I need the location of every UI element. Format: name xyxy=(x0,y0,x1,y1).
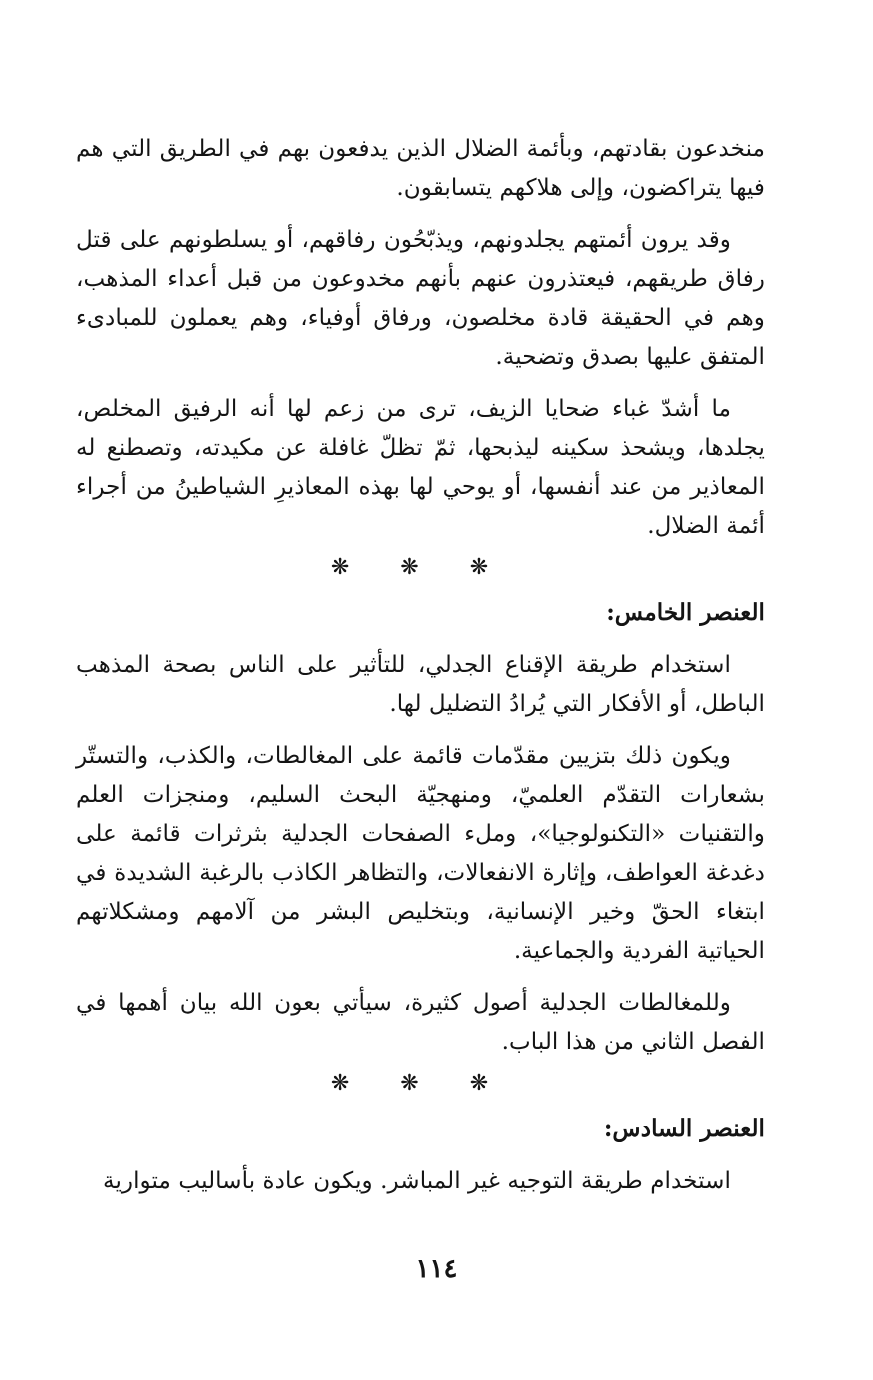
paragraph: استخدام طريقة التوجيه غير المباشر. ويكون عادة بأساليب متوارية xyxy=(103,1167,731,1194)
paragraph: ما أشدّ غباء ضحايا الزيف، ترى من زعم لها أنه الرفيق المخلص، يجلدها، ويشحذ سكينه ليذبحها، ثمّ تظلّ غافلة عن مكيدته، وتصطنع له المعاذير من عند أنفسها، أو يوحي لها بهذه المعاذيرِ الشياطينُ من أجراء أئمة الضلال. xyxy=(76,395,765,539)
paragraph-continuation: منخدعون بقادتهم، وبأئمة الضلال الذين يدفعون بهم في الطريق التي هم فيها يتراكضون، وإلى هلاكهم يتسابقون. xyxy=(76,135,765,201)
section-separator: ❋ ❋ ❋ xyxy=(330,555,511,580)
section-heading-sixth: العنصر السادس: xyxy=(603,1115,765,1142)
section-heading-fifth: العنصر الخامس: xyxy=(606,599,765,626)
paragraph: ويكون ذلك بتزيين مقدّمات قائمة على المغالطات، والكذب، والتستّر بشعارات التقدّم العلميّ، ومنهجيّة البحث السليم، ومنجزات العلم والتقنيات «التكنولوجيا»، وملء الصفحات الجدلية بثرثرات قائمة على دغدغة العواطف، وإثارة الانفعالات، والتظاهر الكاذب بالرغبة الشديدة في ابتغاء الحقّ وخير الإنسانية، وبتخليص البشر من آلامهم ومشكلاتهم الحياتية الفردية والجماعية. xyxy=(76,742,765,964)
paragraph: استخدام طريقة الإقناع الجدلي، للتأثير على الناس بصحة المذهب الباطل، أو الأفكار التي يُرادُ التضليل لها. xyxy=(76,651,765,717)
paragraph: وللمغالطات الجدلية أصول كثيرة، سيأتي بعون الله بيان أهمها في الفصل الثاني من هذا الباب. xyxy=(76,989,765,1055)
page-body xyxy=(76,129,765,1200)
section-separator: ❋ ❋ ❋ xyxy=(330,1071,511,1096)
paragraph: وقد يرون أئمتهم يجلدونهم، ويذبّحُون رفاقهم، أو يسلطونهم على قتل رفاق طريقهم، فيعتذرون عنهم بأنهم مخدوعون من قبل أعداء المذهب، وهم في الحقيقة قادة مخلصون، ورفاق أوفياء، وهم يعملون للمبادىء المتفق عليها بصدق وتضحية. xyxy=(76,226,765,370)
page-number: ١١٤ xyxy=(415,1254,458,1284)
